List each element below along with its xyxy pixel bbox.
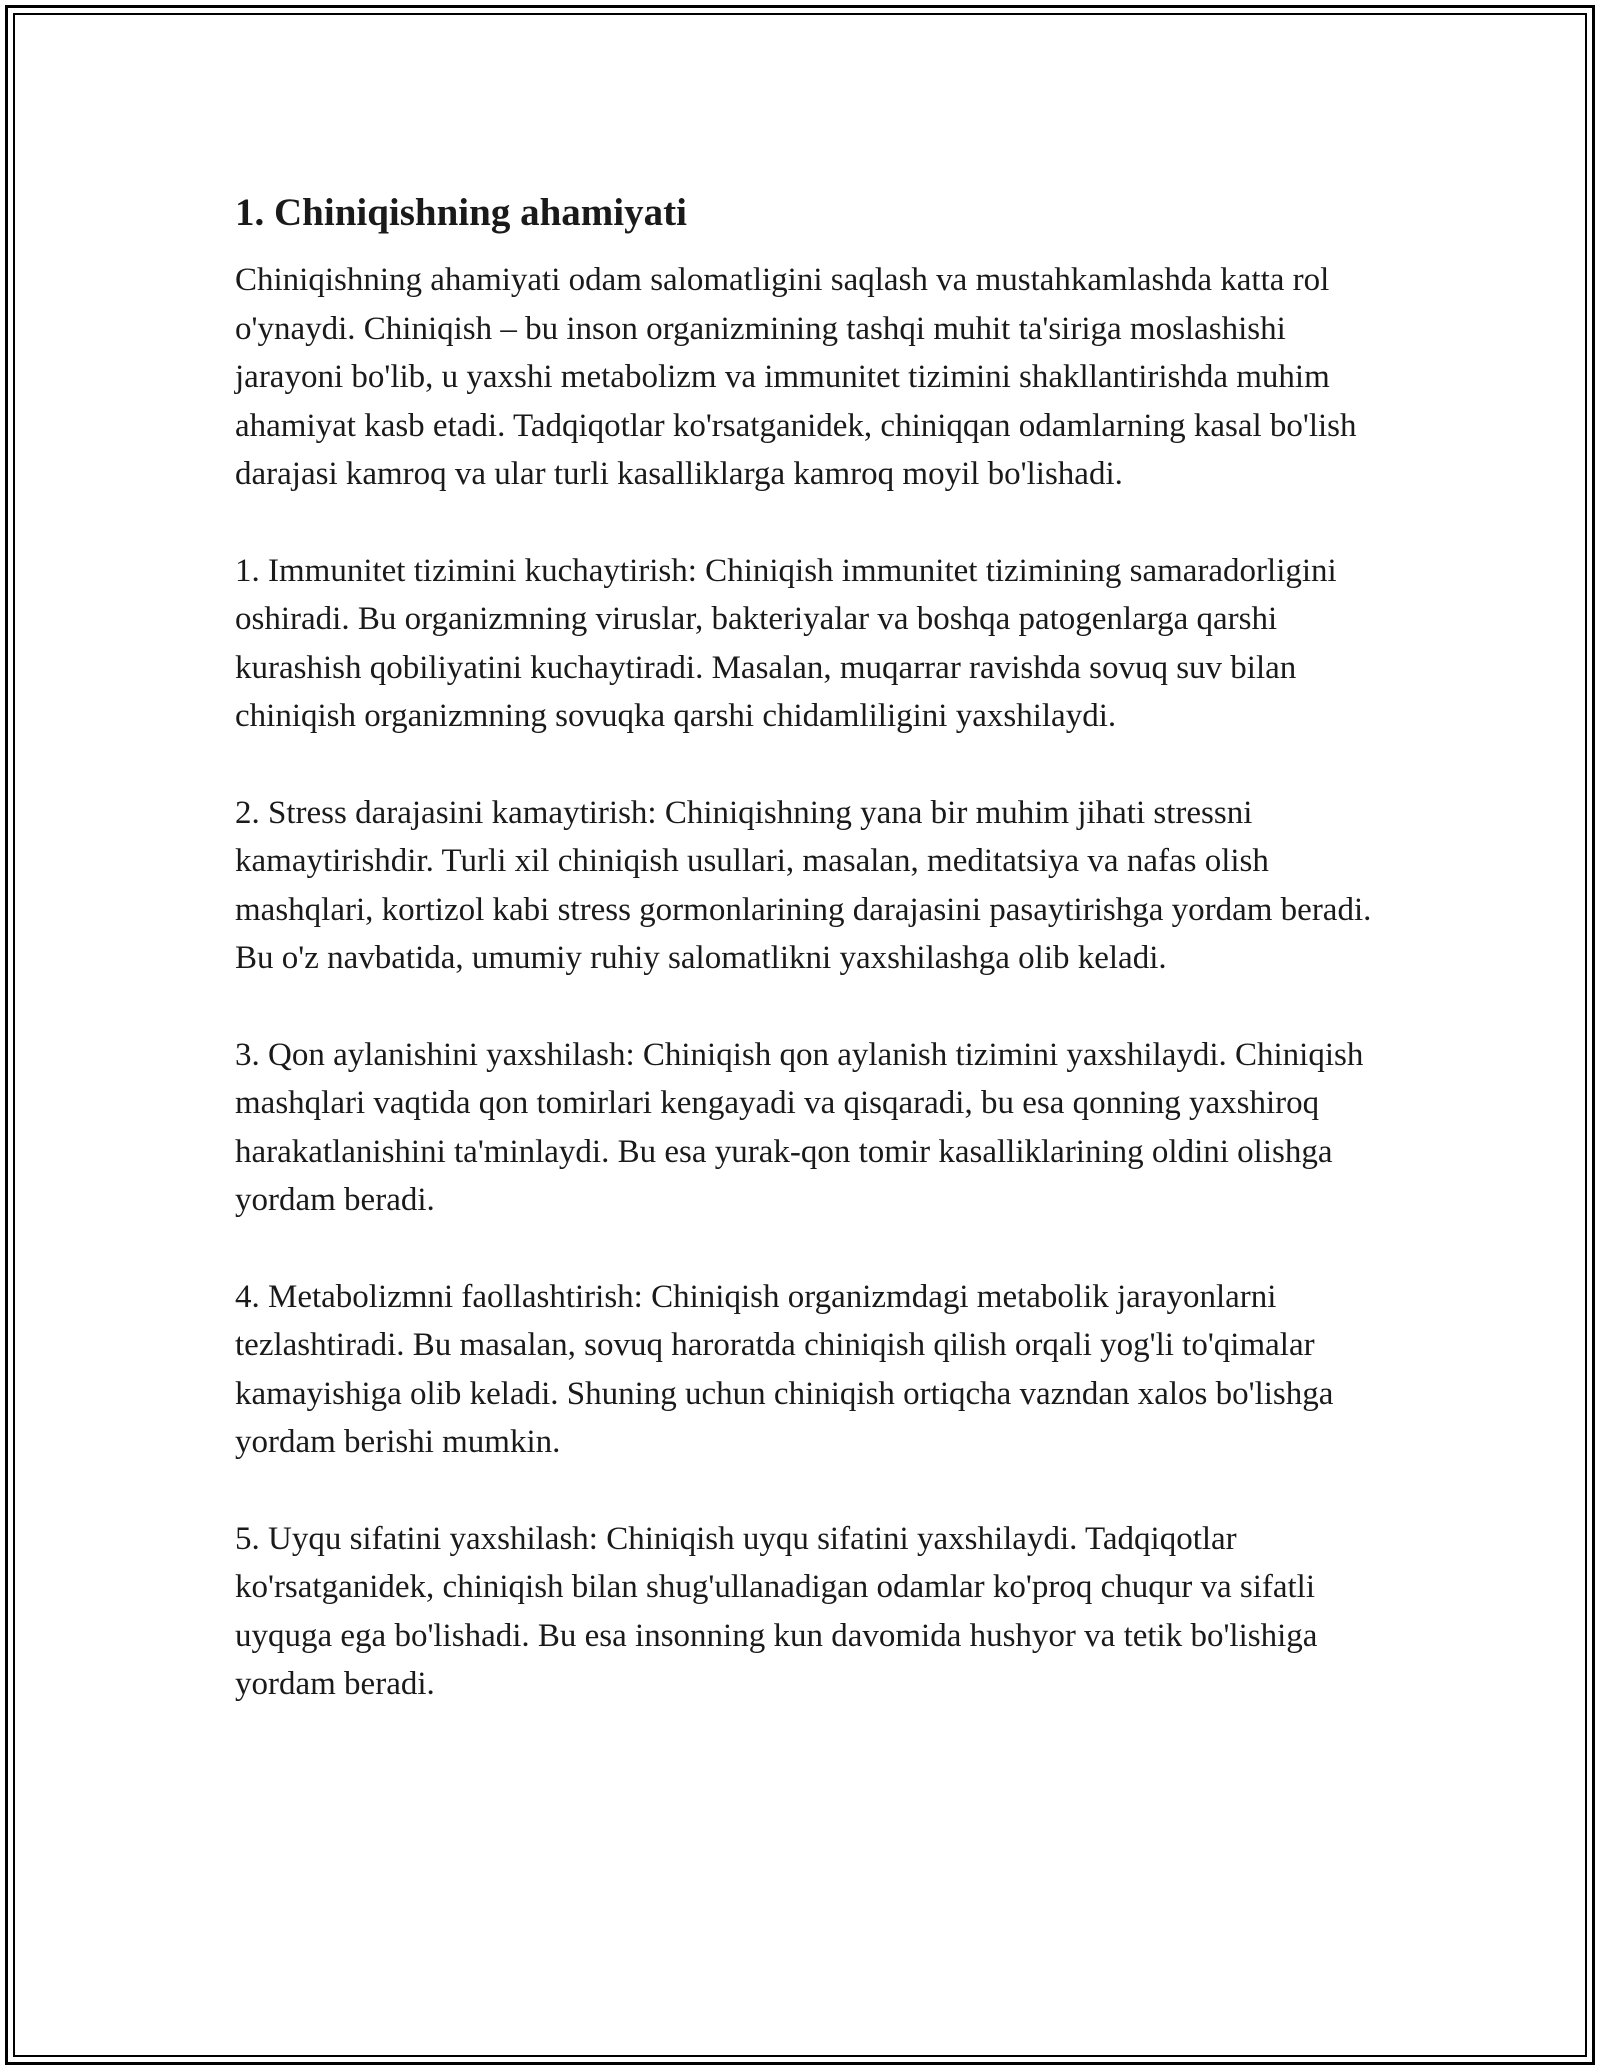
paragraph-intro: Chiniqishning ahamiyati odam salomatligini saqlash va mustahkamlashda katta rol o'ynaydi. Chiniqish – bu inson organizmining tashqi muhit ta'siriga moslashishi jarayoni bo'lib, u yaxshi metabolizm va immunitet tizimini shakllantirishda muhim ahamiyat kasb etadi. Tadqiqotlar ko'rsatganidek, chiniqqan odamlarning kasal bo'lish darajasi kamroq va ular turli kasalliklarga kamroq moyil bo'lishadi. [235, 262, 1357, 492]
paragraph-immunity: 1. Immunitet tizimini kuchaytirish: Chiniqish immunitet tizimining samaradorligini oshiradi. Bu organizmning viruslar, bakteriyalar va boshqa patogenlarga qarshi kurashish qobiliyatini kuchaytiradi. Masalan, muqarrar ravishda sovuq suv bilan chiniqish organizmning sovuqka qarshi chidamliligini yaxshilaydi. [235, 552, 1337, 734]
paragraph-sleep: 5. Uyqu sifatini yaxshilash: Chiniqish uyqu sifatini yaxshilaydi. Tadqiqotlar ko'rsatganidek, chiniqish bilan shug'ullanadigan odamlar ko'proq chuqur va sifatli uyquga ega bo'lishadi. Bu esa insonning kun davomida hushyor va tetik bo'lishiga yordam beradi. [235, 1520, 1318, 1702]
document-body [235, 180, 1385, 1757]
paragraph-stress: 2. Stress darajasini kamaytirish: Chiniqishning yana bir muhim jihati stressni kamaytirishdir. Turli xil chiniqish usullari, masalan, meditatsiya va nafas olish mashqlari, kortizol kabi stress gormonlarining darajasini pasaytirishga yordam beradi. Bu o'z navbatida, umumiy ruhiy salomatlikni yaxshilashga olib keladi. [235, 794, 1372, 976]
paragraph-metabolism: 4. Metabolizmni faollashtirish: Chiniqish organizmdagi metabolik jarayonlarni tezlashtiradi. Bu masalan, sovuq haroratda chiniqish qilish orqali yog'li to'qimalar kamayishiga olib keladi. Shuning uchun chiniqish ortiqcha vazndan xalos bo'lishga yordam berishi mumkin. [235, 1278, 1334, 1460]
paragraph-circulation: 3. Qon aylanishini yaxshilash: Chiniqish qon aylanish tizimini yaxshilaydi. Chiniqish mashqlari vaqtida qon tomirlari kengayadi va qisqaradi, bu esa qonning yaxshiroq harakatlanishini ta'minlaydi. Bu esa yurak-qon tomir kasalliklarining oldini olishga yordam beradi. [235, 1036, 1364, 1218]
document-title: 1. Chiniqishning ahamiyati [235, 191, 687, 234]
